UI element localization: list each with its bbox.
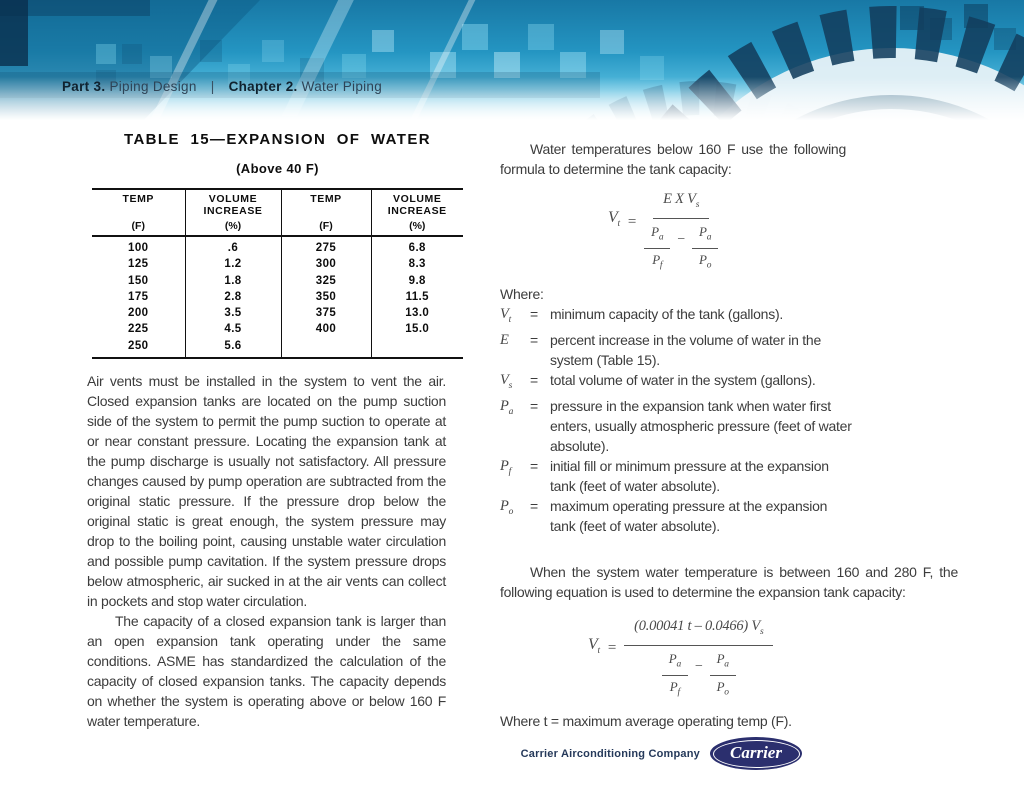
breadcrumb-chapter-title: Water Piping bbox=[301, 79, 383, 94]
paragraph-air-vents: Air vents must be installed in the system to vent the air. Closed expansion tanks are located on the pump suction side of the system to permit the pump suction to operate at or near constant pressure. Locating the expansion tank at the pump discharge is usually not satisfactory. All pressure changes caused by pump operation are subtracted from the original static pressure. If the pressure drop below the original static is great enough, the system pressure may drop to the boiling point, causing unstable water circulation and possible pump cavitation. If the system pressure drops below atmospheric, air sucked in at the air vents can collect in pockets and stop water circulation. bbox=[87, 373, 446, 609]
header-banner-art bbox=[0, 0, 1024, 124]
formula-between-160-280 bbox=[588, 616, 773, 703]
paragraph-closed-tank: The capacity of a closed expansion tank is larger than an open expansion tank operating under the same conditions. ASME has standardized the calculation of the capacity of closed expansion tanks. The capacity depends on whether the system is operating above or below 160 F water temperature. bbox=[87, 613, 446, 729]
table-header-row bbox=[92, 189, 463, 236]
where-item: $P_o$ = maximum operating pressure at the expansion tank (feet of water absolute). bbox=[500, 497, 828, 534]
formula-fraction bbox=[644, 189, 718, 276]
table-row: 100 .6 275 6.8 bbox=[92, 236, 463, 256]
fraction-denominator bbox=[644, 222, 718, 276]
table-row: 250 5.6 bbox=[92, 338, 463, 358]
equals-sign: = bbox=[627, 213, 637, 230]
table-title: TABLE 15—EXPANSION OF WATER bbox=[124, 131, 431, 148]
fraction-denominator bbox=[662, 649, 736, 703]
table-row: 150 1.8 325 9.8 bbox=[92, 273, 463, 289]
table-subtitle: (Above 40 F) bbox=[236, 161, 319, 176]
minus-sign: − bbox=[677, 231, 685, 247]
sub-fraction: $\frac{P_a}{P_o}$ bbox=[710, 649, 736, 703]
header-banner bbox=[0, 0, 1024, 124]
equals-sign: = bbox=[607, 640, 617, 657]
breadcrumb-part-label: Part 3. bbox=[62, 79, 106, 94]
left-column-text bbox=[87, 371, 446, 731]
paragraph-between-160-280: When the system water temperature is between 160 and 280 F, the following equation is used to determine the expansion tank capacity: bbox=[500, 563, 958, 600]
fraction-numerator: E X $V_s$ bbox=[653, 189, 709, 219]
fraction-numerator: (0.00041 t – 0.0466) $V_s$ bbox=[624, 616, 773, 646]
sub-fraction: $P_a$ $P_f$ bbox=[662, 649, 688, 703]
where-item: $V_t$ = minimum capacity of the tank (gallons). bbox=[500, 306, 784, 325]
where-item: $V_s$ = total volume of water in the system (gallons). bbox=[500, 371, 816, 391]
table-row: 125 1.2 300 8.3 bbox=[92, 256, 463, 272]
paragraph-below-160: Water temperatures below 160 F use the following formula to determine the tank capacity: bbox=[500, 141, 846, 177]
formula-lhs: $V_t$ bbox=[608, 209, 620, 230]
footer bbox=[500, 737, 802, 770]
formula-below-160 bbox=[608, 189, 718, 276]
company-name: Carrier Airconditioning Company bbox=[520, 747, 700, 760]
minus-sign: − bbox=[694, 658, 703, 674]
expansion-table-block bbox=[92, 131, 463, 359]
column-header: VOLUME INCREASE (%) bbox=[371, 189, 463, 236]
carrier-logo-icon: Carrier bbox=[710, 737, 802, 770]
column-header: VOLUME INCREASE (%) bbox=[185, 189, 281, 236]
formula-fraction bbox=[624, 616, 773, 703]
table-row: 200 3.5 375 13.0 bbox=[92, 305, 463, 321]
column-header: TEMP (F) bbox=[281, 189, 371, 236]
table-row: 175 2.8 350 11.5 bbox=[92, 289, 463, 305]
where-item: $P_f$ = initial fill or minimum pressure at the expansion tank (feet of water absolute). bbox=[500, 457, 829, 494]
right-column bbox=[500, 139, 958, 731]
column-header: TEMP (F) bbox=[92, 189, 185, 236]
table-row: 225 4.5 400 15.0 bbox=[92, 321, 463, 337]
formula-lhs: $V_t$ bbox=[588, 636, 600, 657]
breadcrumb-separator: | bbox=[210, 79, 215, 94]
where-label: Where: bbox=[500, 286, 544, 303]
expansion-of-water-table bbox=[92, 188, 463, 359]
breadcrumb-part-title: Piping Design bbox=[109, 79, 197, 94]
breadcrumb bbox=[62, 79, 382, 94]
sub-fraction: $\frac{P_a}{P_o}$ bbox=[692, 222, 718, 276]
where-definitions bbox=[500, 304, 958, 536]
breadcrumb-chapter-label: Chapter 2. bbox=[228, 79, 298, 94]
sub-fraction: $P_a$ $P_f$ bbox=[644, 222, 670, 276]
where-item: $P_a$ = pressure in the expansion tank when water first enters, usually atmospheric pressure (feet of water absolute). bbox=[500, 397, 852, 454]
where-item: E = percent increase in the volume of water in the system (Table 15). bbox=[500, 331, 821, 368]
where-t-note: Where t = maximum average operating temp (F). bbox=[500, 712, 792, 729]
